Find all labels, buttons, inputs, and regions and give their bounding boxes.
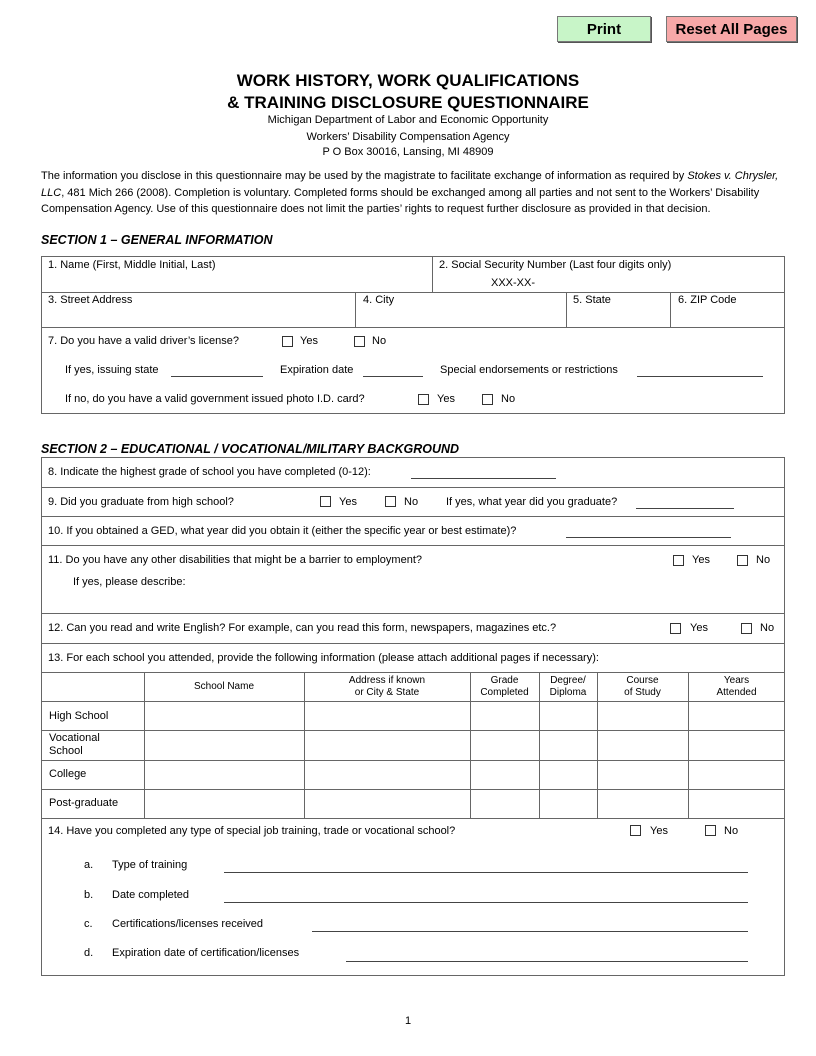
divider <box>41 327 785 328</box>
disabilities-no-checkbox[interactable] <box>737 555 748 566</box>
column-header-course: Course of Study <box>624 675 661 698</box>
high-school-no-checkbox[interactable] <box>385 496 396 507</box>
date-completed-label: Date completed <box>112 889 190 901</box>
endorsements-field[interactable] <box>637 376 763 377</box>
no-label: No <box>372 335 387 347</box>
section2-heading: SECTION 2 – EDUCATIONAL / VOCATIONAL/MILITARY BACKGROUND <box>41 442 460 456</box>
row-label-post-graduate: Post-graduate <box>49 797 119 809</box>
high-school-yes-checkbox[interactable] <box>320 496 331 507</box>
certification-expiration-label: Expiration date of certification/licenses <box>112 947 300 959</box>
agency-name: Workers’ Disability Compensation Agency <box>306 131 510 143</box>
column-header-years: Years Attended <box>716 675 757 698</box>
divider <box>41 613 785 614</box>
english-no-checkbox[interactable] <box>741 623 752 634</box>
item-letter: a. <box>84 859 94 871</box>
intro-text-1: The information you disclose in this questionnaire may be used by the magistrate to facilitate exchange of information as required by <box>41 170 688 182</box>
agency-address: P O Box 30016, Lansing, MI 48909 <box>322 146 494 158</box>
issuing-state-field[interactable] <box>171 376 263 377</box>
disabilities-yes-checkbox[interactable] <box>673 555 684 566</box>
highest-grade-question: 8. Indicate the highest grade of school you have completed (0-12): <box>48 466 371 478</box>
certification-expiration-field[interactable] <box>346 961 748 962</box>
schools-question: 13. For each school you attended, provide the following information (please attach additional pages if necessary): <box>48 652 599 664</box>
yes-label: Yes <box>437 393 455 405</box>
job-training-no-checkbox[interactable] <box>705 825 716 836</box>
print-button[interactable]: Print <box>557 16 651 42</box>
divider <box>670 292 671 327</box>
divider <box>41 292 785 293</box>
photo-id-question: If no, do you have a valid government issued photo I.D. card? <box>65 393 365 405</box>
column-header-address: Address if known or City & State <box>348 675 426 698</box>
high-school-graduate-question: 9. Did you graduate from high school? <box>48 496 234 508</box>
endorsements-label: Special endorsements or restrictions <box>440 364 618 376</box>
divider <box>432 256 433 292</box>
ssn-value: XXX-XX- <box>491 277 536 289</box>
type-of-training-field[interactable] <box>224 872 748 873</box>
disabilities-question: 11. Do you have any other disabilities that might be a barrier to employment? <box>48 554 422 566</box>
street-address-label: 3. Street Address <box>48 294 133 306</box>
yes-label: Yes <box>650 825 668 837</box>
item-letter: b. <box>84 889 94 901</box>
expiration-date-field[interactable] <box>363 376 423 377</box>
yes-label: Yes <box>690 622 708 634</box>
ged-year-field[interactable] <box>566 537 731 538</box>
divider <box>41 818 785 819</box>
divider <box>41 487 785 488</box>
intro-paragraph <box>41 168 781 218</box>
ssn-label: 2. Social Security Number (Last four digits only) <box>439 259 672 271</box>
yes-label: Yes <box>300 335 318 347</box>
certifications-field[interactable] <box>312 931 748 932</box>
disabilities-describe-label: If yes, please describe: <box>73 576 186 588</box>
certifications-label: Certifications/licenses received <box>112 918 264 930</box>
drivers-license-no-checkbox[interactable] <box>354 336 365 347</box>
department-name: Michigan Department of Labor and Economic Opportunity <box>267 114 549 126</box>
graduation-year-label: If yes, what year did you graduate? <box>446 496 618 508</box>
divider <box>41 516 785 517</box>
item-letter: c. <box>84 918 93 930</box>
yes-label: Yes <box>692 554 710 566</box>
photo-id-yes-checkbox[interactable] <box>418 394 429 405</box>
row-label-college: College <box>49 768 87 780</box>
no-label: No <box>760 622 775 634</box>
form-title-line1: WORK HISTORY, WORK QUALIFICATIONS <box>236 71 580 90</box>
no-label: No <box>501 393 516 405</box>
divider <box>144 672 145 818</box>
name-label: 1. Name (First, Middle Initial, Last) <box>48 259 216 271</box>
drivers-license-question: 7. Do you have a valid driver’s license? <box>48 335 239 347</box>
divider <box>355 292 356 327</box>
intro-case-name: Stokes v. Chrysler, LLC <box>41 170 779 199</box>
form-title-line2: & TRAINING DISCLOSURE QUESTIONNAIRE <box>227 93 589 112</box>
issuing-state-label: If yes, issuing state <box>65 364 159 376</box>
divider <box>41 545 785 546</box>
photo-id-no-checkbox[interactable] <box>482 394 493 405</box>
city-label: 4. City <box>363 294 395 306</box>
zip-code-label: 6. ZIP Code <box>678 294 737 306</box>
divider <box>566 292 567 327</box>
job-training-yes-checkbox[interactable] <box>630 825 641 836</box>
graduation-year-field[interactable] <box>636 508 734 509</box>
drivers-license-yes-checkbox[interactable] <box>282 336 293 347</box>
no-label: No <box>756 554 771 566</box>
type-of-training-label: Type of training <box>112 859 188 871</box>
yes-label: Yes <box>339 496 357 508</box>
no-label: No <box>404 496 419 508</box>
reset-all-pages-button[interactable]: Reset All Pages <box>666 16 797 42</box>
english-question: 12. Can you read and write English? For example, can you read this form, newspapers, magazines etc.? <box>48 622 557 634</box>
highest-grade-field[interactable] <box>411 478 556 479</box>
section1-heading: SECTION 1 – GENERAL INFORMATION <box>41 233 273 247</box>
english-yes-checkbox[interactable] <box>670 623 681 634</box>
divider <box>41 672 785 673</box>
state-label: 5. State <box>573 294 611 306</box>
item-letter: d. <box>84 947 94 959</box>
job-training-question: 14. Have you completed any type of special job training, trade or vocational school? <box>48 825 456 837</box>
column-header-school-name: School Name <box>193 681 255 692</box>
date-completed-field[interactable] <box>224 902 748 903</box>
divider <box>41 701 785 702</box>
divider <box>41 730 785 731</box>
column-header-grade: Grade Completed <box>480 675 529 698</box>
no-label: No <box>724 825 739 837</box>
divider <box>41 789 785 790</box>
expiration-date-label: Expiration date <box>280 364 354 376</box>
page-number: 1 <box>404 1015 412 1027</box>
row-label-vocational-school: Vocational School <box>49 732 100 757</box>
divider <box>41 643 785 644</box>
ged-question: 10. If you obtained a GED, what year did you obtain it (either the specific year or best estimate)? <box>48 525 517 537</box>
column-header-degree: Degree/ Diploma <box>549 675 587 698</box>
intro-text-2: , 481 Mich 266 (2008). Completion is voluntary. Completed forms should be exchanged among all parties and not sent to the Workers’ Disability Compensation Agency. Use of this questionnaire does not limit the parties’ rights to request further disclosure as provided in that decision. <box>41 186 760 215</box>
divider <box>41 760 785 761</box>
row-label-high-school: High School <box>49 710 109 722</box>
